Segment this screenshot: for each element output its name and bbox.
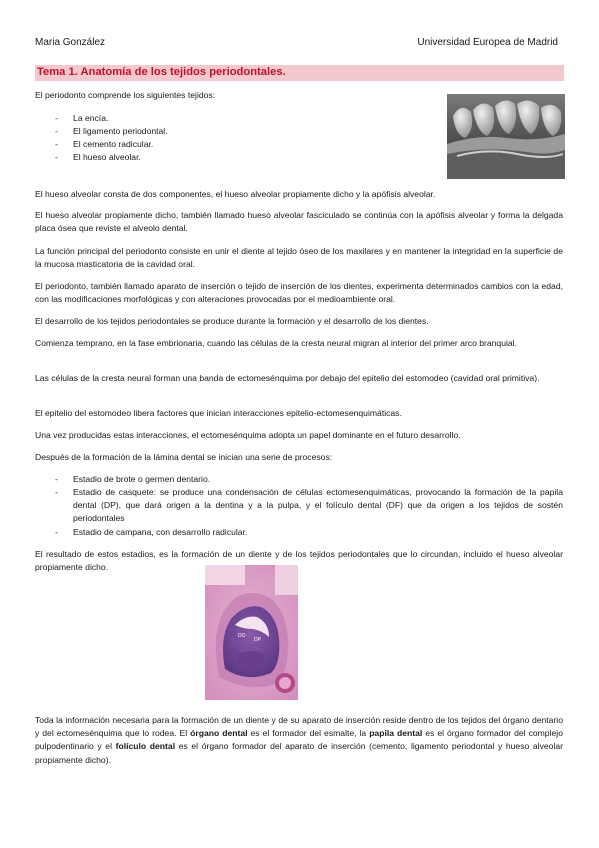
list-bullet: -	[55, 139, 58, 149]
histo-label-dp: DP	[254, 637, 261, 643]
intro-text: El periodonto comprende los siguientes tejidos:	[35, 90, 216, 100]
header-institution: Universidad Europea de Madrid	[417, 37, 558, 48]
paragraph: El hueso alveolar propiamente dicho, también llamado hueso alveolar fasciculado se continúa con la apófisis alveolar y forma la delgada placa ósea que reviste el alveolo dental.	[35, 210, 563, 234]
paragraph: La función principal del periodonto consiste en unir el diente al tejido óseo de los maxilares y en mantener la integridad en la superficie de la mucosa masticatoria de la cavidad oral.	[35, 246, 563, 270]
teeth-model-image	[447, 94, 565, 179]
term-papila-dental: papila dental	[369, 728, 423, 739]
final-text: es el formador del esmalte, la	[247, 728, 370, 739]
paragraph: El hueso alveolar consta de dos componentes, el hueso alveolar propiamente dicho y la apófisis alveolar.	[35, 189, 436, 199]
list-item: Estadio de brote o germen dentario.	[73, 474, 211, 484]
final-text: Toda la información necesaria para la formación de un diente y de su aparato de inserción reside dentro de los tejidos del órgano dentario y del ectomesénquima que lo rodea. El	[35, 715, 563, 739]
paragraph: Comienza temprano, en la fase embrionaria, cuando las células de la cresta neural migran al interior del primer arco branquial.	[35, 338, 517, 348]
list-item: Estadio de campana, con desarrollo radicular.	[73, 527, 248, 537]
list-bullet: -	[55, 152, 58, 162]
paragraph: El periodonto, también llamado aparato de inserción o tejido de inserción de los dientes, experimenta determinados cambios con la edad, con las modificaciones morfológicas y con alteraciones provocadas por el medioambiente oral.	[35, 281, 563, 305]
paragraph: Las células de la cresta neural forman una banda de ectomesénquima por debajo del epitelio del estomodeo (cavidad oral primitiva).	[35, 373, 540, 383]
paragraph: El resultado de estos estadios, es la formación de un diente y de los tejidos periodontales que lo circundan, incluido el hueso alveolar propiamente dicho.	[35, 549, 563, 573]
list-bullet: -	[55, 487, 58, 497]
section-title: Tema 1. Anatomía de los tejidos periodontales.	[37, 66, 286, 78]
paragraph: Después de la formación de la lámina dental se inician una serie de procesos:	[35, 452, 333, 462]
list-bullet: -	[55, 113, 58, 123]
paragraph: El epitelio del estomodeo libera factores que inician interacciones epitelio-ectomesenquimáticas.	[35, 408, 402, 418]
paragraph: Una vez producidas estas interacciones, el ectomesénquima adopta un papel dominante en el futuro desarrollo.	[35, 430, 461, 440]
list-item: El ligamento periodontal.	[73, 126, 168, 136]
final-text: es el órgano formador del complejo pulpodentinario y el	[35, 728, 563, 752]
histology-image	[205, 565, 298, 700]
header-author: Maria González	[35, 37, 106, 48]
list-bullet: -	[55, 474, 58, 484]
list-bullet: -	[55, 126, 58, 136]
term-foliculo-dental: folículo dental	[115, 741, 176, 752]
list-bullet: -	[55, 527, 58, 537]
final-paragraph	[35, 714, 563, 767]
paragraph: El desarrollo de los tejidos periodontales se produce durante la formación y el desarrollo de los dientes.	[35, 316, 429, 326]
list-item: El cemento radicular.	[73, 139, 154, 149]
list-item: El hueso alveolar.	[73, 152, 141, 162]
final-text: es el órgano formador del aparato de inserción (cemento, ligamento periodontal y hueso alveolar propiamente dicho).	[35, 741, 563, 765]
histo-label-do: DO	[238, 633, 246, 639]
term-organo-dental: órgano dental	[190, 728, 248, 739]
list-item: La encía.	[73, 113, 109, 123]
list-item: Estadio de casquete: se produce una condensación de células ectomesenquimáticas, provocando la formación de la papila dental (DP), que dará origen a la dentina y a la pulpa, y el folículo dental (DF) que da origen a los tejidos de sostén periodontales	[73, 487, 563, 524]
